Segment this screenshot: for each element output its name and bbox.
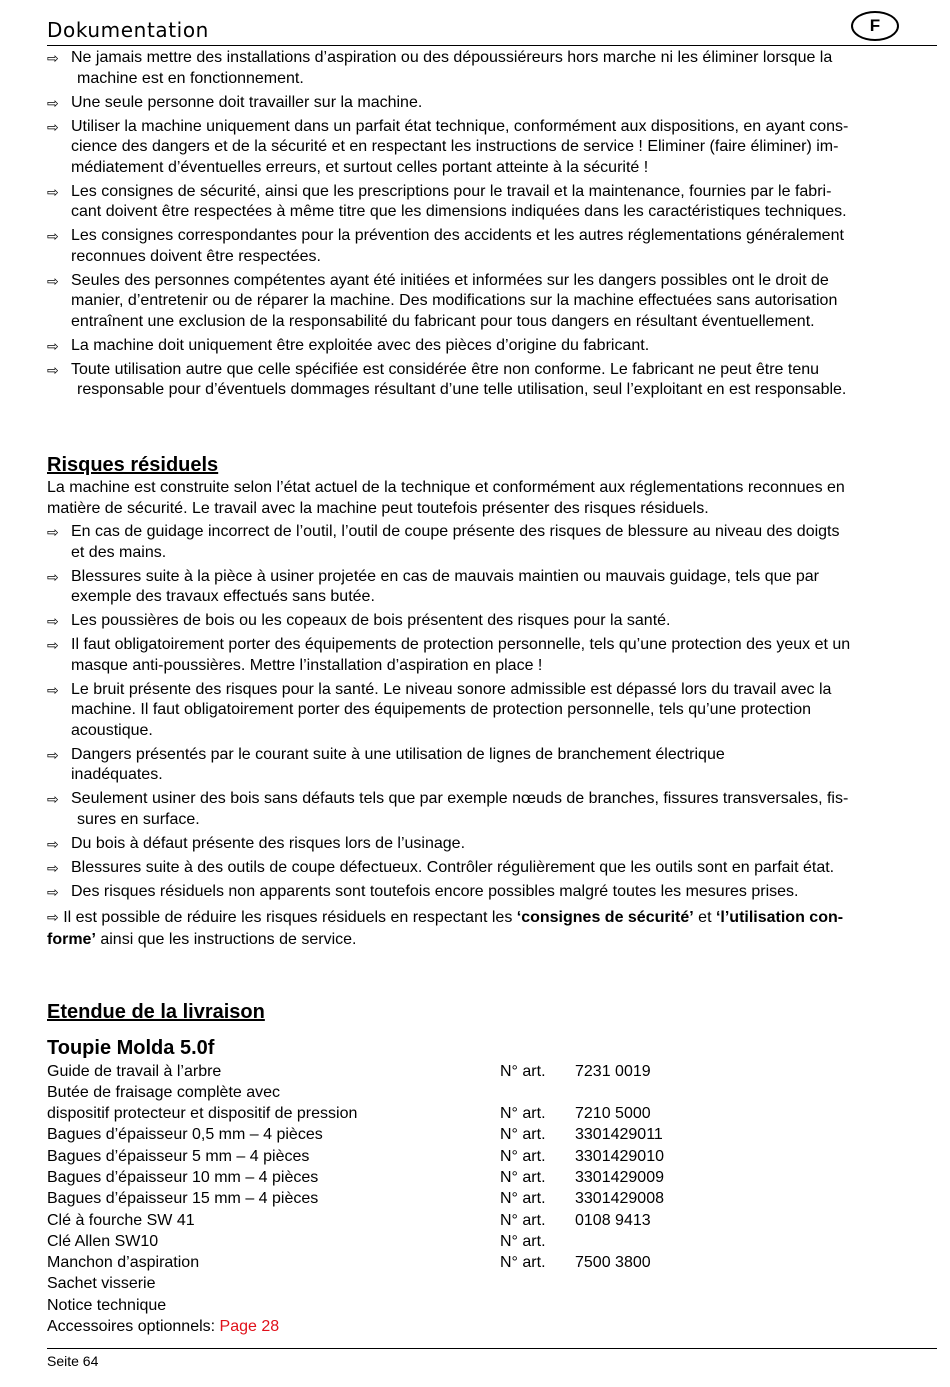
- accessories-row: [47, 1316, 937, 1337]
- list-item: ⇨ Seules des personnes compétentes ayant été initiées et informées sur les dangers possibles ont le droit de manier, d’entretenir ou de réparer la machine. Des modifications sur la machine effectuées sans autorisation entraînent une exclusion de la responsabilité du fabricant pour tous dangers en résultant éventuellement.: [47, 271, 838, 330]
- language-badge: F: [851, 11, 899, 41]
- arrow-right-icon: ⇨: [47, 272, 59, 289]
- accessories-page-link[interactable]: Page 28: [219, 1318, 280, 1336]
- delivery-row: Notice technique: [47, 1296, 167, 1314]
- section-title-delivery: Etendue de la livraison: [47, 1000, 265, 1023]
- delivery-row: Clé à fourche SW 41 N° art. 0108 9413: [47, 1211, 651, 1229]
- page-header: [47, 17, 937, 46]
- safety-list: [47, 48, 937, 401]
- delivery-row: dispositif protecteur et dispositif de pression N° art. 7210 5000: [47, 1105, 651, 1123]
- list-item: ⇨ Il faut obligatoirement porter des équipements de protection personnelle, tels qu’une protection des yeux et un masque anti-poussières. Mettre l’installation d’aspiration en place !: [47, 636, 851, 674]
- header-title: Dokumentation: [47, 18, 209, 42]
- list-item: ⇨ Les consignes correspondantes pour la prévention des accidents et les autres réglementations généralement reconnues doivent être respectées.: [47, 227, 844, 265]
- arrow-right-icon: ⇨: [47, 118, 59, 135]
- residual-intro: La machine est construite selon l’état actuel de la technique et conformément aux réglementations reconnues en matière de sécurité. Le travail avec la machine peut toutefois présenter des risques résiduels.: [47, 479, 845, 517]
- arrow-right-icon: ⇨: [47, 908, 59, 925]
- delivery-list: [47, 1061, 937, 1338]
- product-title: Toupie Molda 5.0f: [47, 1036, 215, 1059]
- arrow-right-icon: ⇨: [47, 228, 59, 244]
- list-item: ⇨ Utiliser la machine uniquement dans un parfait état technique, conformément aux dispositions, en ayant cons- cience des dangers et de la sécurité et en respectant les instructions de service ! Eliminer (faire éliminer) im- médiatement d’éventuelles erreurs, et surtout celles portant atteinte à la sécurité !: [47, 117, 849, 176]
- accessories-label: Accessoires optionnels:: [47, 1318, 216, 1336]
- list-item: ⇨ Une seule personne doit travailler sur la machine.: [47, 93, 937, 114]
- list-item: ⇨ Seulement usiner des bois sans défauts tels que par exemple nœuds de branches, fissures transversales, fis- sures en surface.: [47, 790, 849, 828]
- list-item: ⇨ En cas de guidage incorrect de l’outil, l’outil de coupe présente des risques de blessure au niveau des doigts et des mains.: [47, 523, 840, 561]
- delivery-row: Bagues d’épaisseur 10 mm – 4 pièces N° art. 3301429009: [47, 1168, 664, 1186]
- delivery-row: Bagues d’épaisseur 15 mm – 4 pièces N° art. 3301429008: [47, 1190, 664, 1208]
- list-item: ⇨ La machine doit uniquement être exploitée avec des pièces d’origine du fabricant.: [47, 336, 937, 357]
- arrow-right-icon: ⇨: [47, 746, 59, 763]
- arrow-right-icon: ⇨: [47, 859, 59, 876]
- list-item: ⇨ Les poussières de bois ou les copeaux de bois présentent des risques pour la santé.: [47, 611, 937, 632]
- arrow-right-icon: ⇨: [47, 50, 59, 66]
- arrow-right-icon: ⇨: [47, 791, 59, 807]
- arrow-right-icon: ⇨: [47, 337, 59, 354]
- arrow-right-icon: ⇨: [47, 94, 59, 111]
- arrow-right-icon: ⇨: [47, 568, 59, 585]
- list-item: ⇨ Toute utilisation autre que celle spécifiée est considérée être non conforme. Le fabricant ne peut être tenu responsable pour d’éventuels dommages résultant d’une telle utilisation, seul l’exploitant en est responsable.: [47, 360, 847, 398]
- arrow-right-icon: ⇨: [47, 613, 59, 629]
- delivery-row: Bagues d’épaisseur 0,5 mm – 4 pièces N° art. 3301429011: [47, 1126, 663, 1144]
- list-item: ⇨ Blessures suite à la pièce à usiner projetée en cas de mauvais maintien ou mauvais guidage, tels que par exemple des travaux effectués sans butée.: [47, 567, 819, 605]
- page-number: Seite 64: [47, 1353, 99, 1369]
- list-item: ⇨ Le bruit présente des risques pour la santé. Le niveau sonore admissible est dépassé lors du travail avec la machine. Il faut obligatoirement porter des équipements de protection personnelle, tels qu’une protection acoustique.: [47, 680, 832, 739]
- arrow-right-icon: ⇨: [47, 835, 59, 852]
- delivery-row: Butée de fraisage complète avec: [47, 1083, 281, 1101]
- list-item: ⇨ Les consignes de sécurité, ainsi que les prescriptions pour le travail et la maintenance, fournies par le fabri- cant doivent être respectées à même titre que les dimensions indiquées dans les caractéristiques techniques.: [47, 182, 847, 220]
- arrow-right-icon: ⇨: [47, 524, 59, 540]
- arrow-right-icon: ⇨: [47, 637, 59, 653]
- arrow-right-icon: ⇨: [47, 883, 59, 900]
- section-title-residual-risks: Risques résiduels: [47, 454, 219, 476]
- page-footer: [47, 1348, 937, 1369]
- arrow-right-icon: ⇨: [47, 183, 59, 200]
- arrow-right-icon: ⇨: [47, 361, 59, 378]
- list-item: ⇨ Blessures suite à des outils de coupe défectueux. Contrôler régulièrement que les outils sont en parfait état.: [47, 858, 937, 879]
- delivery-row: Clé Allen SW10 N° art.: [47, 1232, 546, 1250]
- delivery-row: Bagues d’épaisseur 5 mm – 4 pièces N° art. 3301429010: [47, 1147, 664, 1165]
- delivery-row: Manchon d’aspiration N° art. 7500 3800: [47, 1254, 651, 1272]
- delivery-row: Sachet visserie: [47, 1275, 156, 1293]
- page-content: [47, 48, 937, 1337]
- residual-risk-list: [47, 522, 937, 902]
- arrow-right-icon: ⇨: [47, 681, 59, 698]
- list-item: ⇨ Du bois à défaut présente des risques lors de l’usinage.: [47, 834, 937, 855]
- list-item: ⇨ Ne jamais mettre des installations d’aspiration ou des dépoussiéreurs hors marche ni les éliminer lorsque la machine est en fonctionnement.: [47, 49, 833, 87]
- residual-conclusion: ⇨ Il est possible de réduire les risques résiduels en respectant les ‘consignes de sécurité’ et ‘l’utilisation con- forme’ ainsi que les instructions de service.: [47, 908, 844, 948]
- list-item: ⇨ Dangers présentés par le courant suite à une utilisation de lignes de branchement électrique inadéquates.: [47, 745, 725, 783]
- delivery-row: Guide de travail à l’arbre N° art. 7231 0019: [47, 1062, 651, 1080]
- list-item: ⇨ Des risques résiduels non apparents sont toutefois encore possibles malgré toutes les mesures prises.: [47, 882, 937, 903]
